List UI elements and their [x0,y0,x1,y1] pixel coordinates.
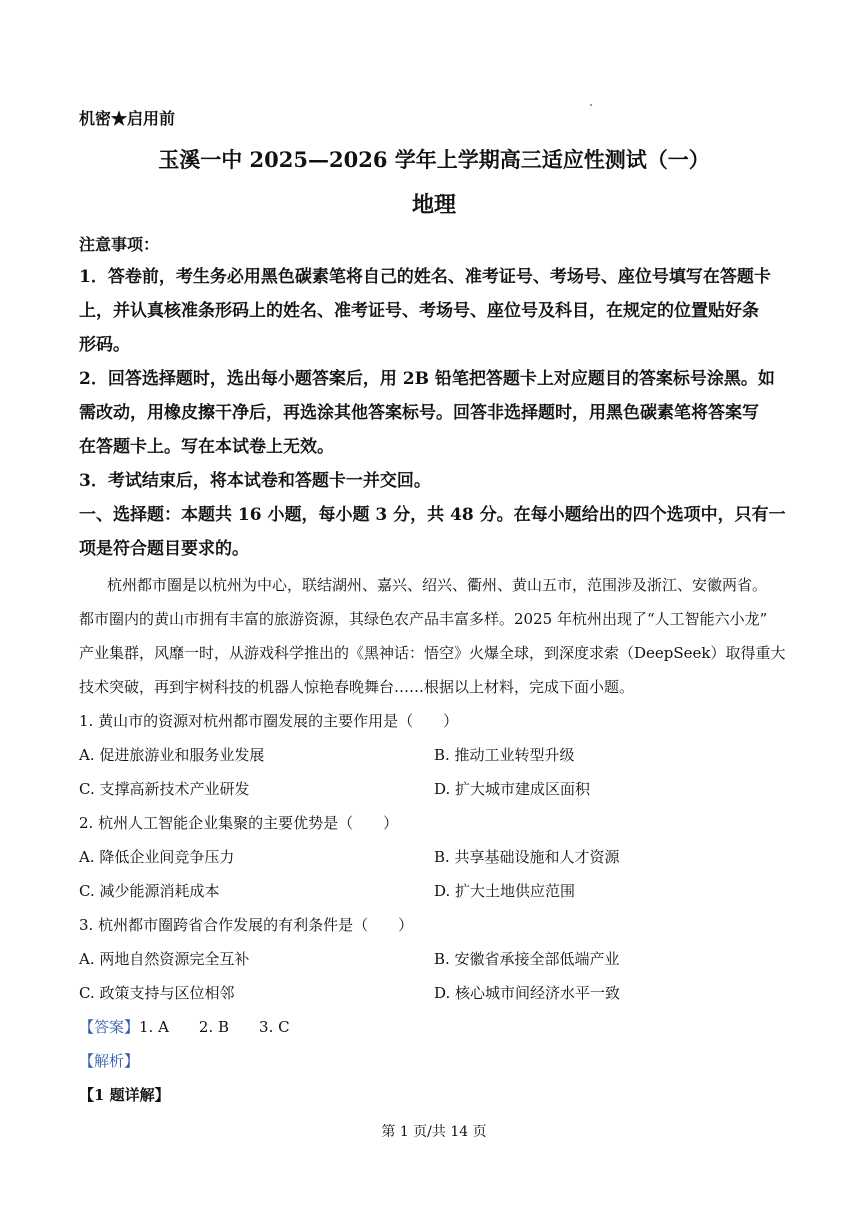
question-stem: 1. 黄山市的资源对杭州都市圈发展的主要作用是（ ） [79,712,459,730]
passage-line: 都市圈内的黄山市拥有丰富的旅游资源，其绿色农产品丰富多样。2025 年杭州出现了“人工智能六小龙” [79,610,768,628]
option-d: D. 核心城市间经济水平一致 [434,984,621,1002]
section-heading: 项是符合题目要求的。 [79,539,249,559]
option-a: A. 两地自然资源完全互补 [79,950,250,968]
question-stem: 3. 杭州都市圈跨省合作发展的有利条件是（ ） [79,916,414,934]
scan-speck [590,104,592,106]
passage-line: 技术突破，再到宇树科技的机器人惊艳春晚舞台……根据以上材料，完成下面小题。 [79,678,635,696]
page-number: 第 1 页/共 14 页 [381,1124,487,1140]
option-b: B. 共享基础设施和人才资源 [434,848,620,866]
answer-label: 【答案】 [79,1018,140,1036]
option-d: D. 扩大城市建成区面积 [434,780,591,798]
option-c: C. 政策支持与区位相邻 [79,984,235,1002]
option-d: D. 扩大土地供应范围 [434,882,576,900]
option-c: C. 减少能源消耗成本 [79,882,220,900]
confidential-label: 机密★启用前 [79,109,176,128]
passage-line: 产业集群，风靡一时，从游戏科学推出的《黑神话：悟空》火爆全球，到深度求索（DeepSeek）取得重大 [79,644,786,662]
option-a: A. 促进旅游业和服务业发展 [79,746,265,764]
option-a: A. 降低企业间竞争压力 [79,848,235,866]
answer-values: 1. A 2. B 3. C [139,1018,290,1036]
notice-line: 3．考试结束后，将本试卷和答题卡一并交回。 [79,471,431,491]
question-stem: 2. 杭州人工智能企业集聚的主要优势是（ ） [79,814,399,832]
option-b: B. 推动工业转型升级 [434,746,575,764]
notice-line: 在答题卡上。写在本试卷上无效。 [79,437,334,457]
notice-line: 需改动，用橡皮擦干净后，再选涂其他答案标号。回答非选择题时，用黑色碳素笔将答案写 [79,403,759,423]
notice-line: 1．答卷前，考生务必用黑色碳素笔将自己的姓名、准考证号、考场号、座位号填写在答题卡 [79,267,771,287]
option-b: B. 安徽省承接全部低端产业 [434,950,620,968]
passage-line: 杭州都市圈是以杭州为中心，联结湖州、嘉兴、绍兴、衢州、黄山五市，范围涉及浙江、安徽两省。 [107,576,768,594]
option-c: C. 支撑高新技术产业研发 [79,780,250,798]
exam-title: 玉溪一中 2025—2026 学年上学期高三适应性测试（一） [158,147,710,172]
notice-line: 上，并认真核准条形码上的姓名、准考证号、考场号、座位号及科目，在规定的位置贴好条 [79,301,759,321]
notice-line: 2．回答选择题时，选出每小题答案后，用 2B 铅笔把答题卡上对应题目的答案标号涂黑。如 [79,369,775,389]
answer-line [79,1016,290,1037]
notice-heading: 注意事项： [79,235,160,254]
notice-line: 形码。 [79,335,130,355]
section-heading: 一、选择题：本题共 16 小题，每小题 3 分，共 48 分。在每小题给出的四个选项中，只有一 [79,505,786,525]
analysis-detail-heading: 【1 题详解】 [79,1086,170,1104]
subject-title: 地理 [411,192,456,218]
analysis-label: 【解析】 [79,1052,140,1070]
